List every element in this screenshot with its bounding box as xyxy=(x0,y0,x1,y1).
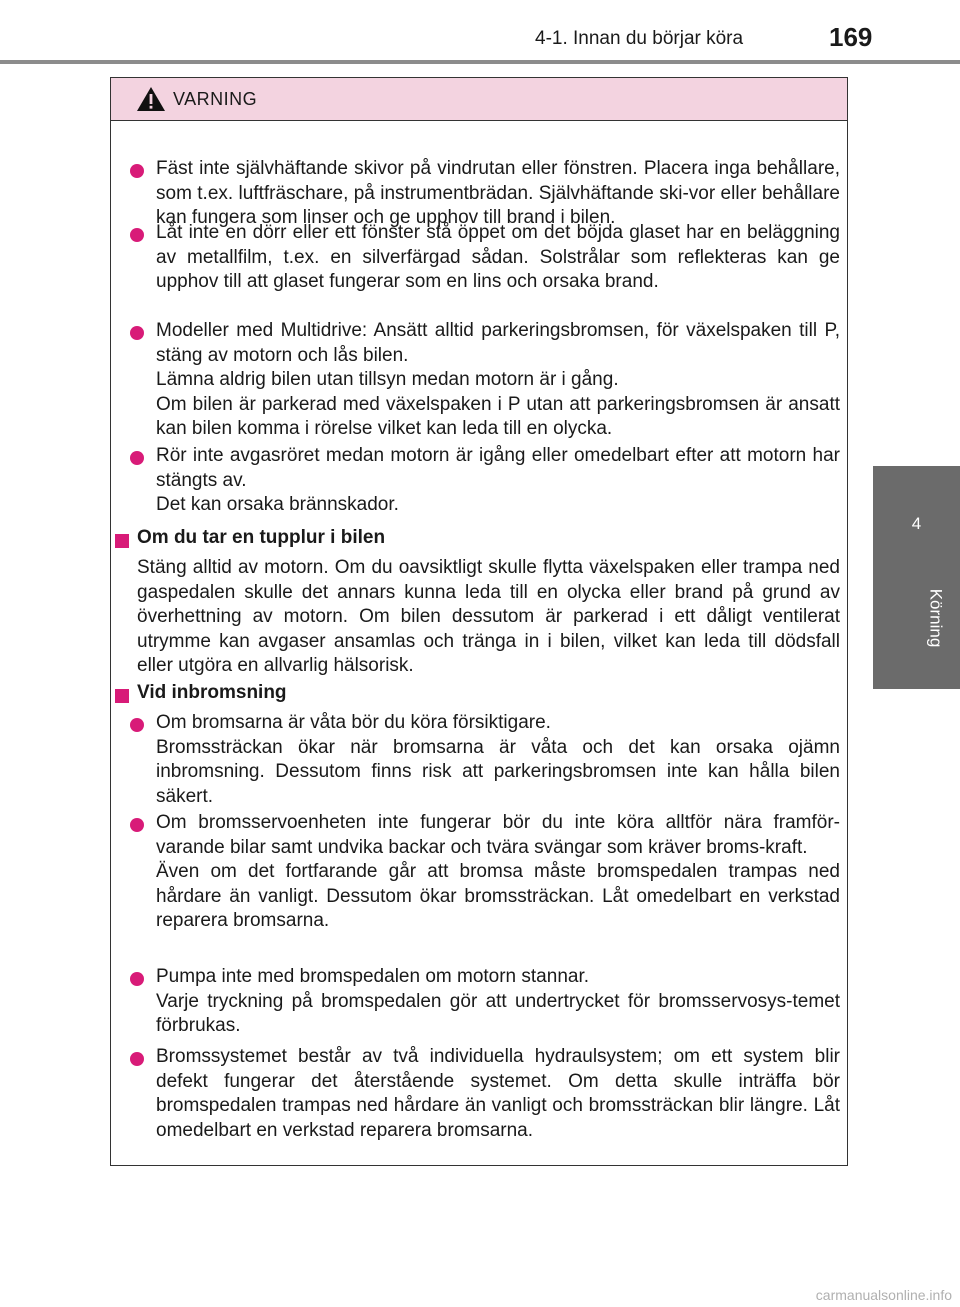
bullet-icon xyxy=(130,451,144,465)
page-number: 169 xyxy=(829,22,873,52)
bullet-text: Om bromsservoenheten inte fungerar bör du inte köra alltför nära framför-varande bilar samt undvika backar och tvära svängar som kräver broms-kraft. xyxy=(156,812,840,858)
bullet-icon xyxy=(130,1052,144,1066)
warning-bullet xyxy=(156,444,840,518)
warning-bullet xyxy=(156,319,840,442)
warning-title: VARNING xyxy=(173,89,258,109)
watermark: carmanualsonline.info xyxy=(815,1287,952,1303)
braking-bullet xyxy=(156,965,840,1039)
bullet-icon xyxy=(130,818,144,832)
warning-header xyxy=(111,78,847,121)
braking-bullet xyxy=(156,711,840,809)
bullet-text: Varje tryckning på bromspedalen gör att undertrycket för bromsservosys-temet förbrukas. xyxy=(156,990,840,1036)
braking-bullet xyxy=(156,1045,840,1143)
section-square-icon xyxy=(115,534,129,548)
bullet-text: Modeller med Multidrive: Ansätt alltid parkeringsbromsen, för växelspaken till P, stäng av motorn och lås bilen. xyxy=(156,320,840,366)
warning-box xyxy=(110,77,848,1166)
bullet-icon xyxy=(130,718,144,732)
chapter-label: Körning xyxy=(926,588,946,648)
warning-bullet xyxy=(156,221,840,295)
bullet-icon xyxy=(130,228,144,242)
bullet-text: Rör inte avgasröret medan motorn är igång eller omedelbart efter att motorn har stängts av. xyxy=(156,445,840,491)
bullet-icon xyxy=(130,164,144,178)
bullet-text: Pumpa inte med bromspedalen om motorn stannar. xyxy=(156,966,590,987)
bullet-text: Lämna aldrig bilen utan tillsyn medan motorn är i gång. xyxy=(156,369,619,390)
bullet-icon xyxy=(130,326,144,340)
chapter-number: 4 xyxy=(911,514,922,533)
bullet-text: Om bilen är parkerad med växelspaken i P utan att parkeringsbromsen är ansatt kan bilen komma i rörelse vilket kan leda till en olycka. xyxy=(156,393,840,439)
warning-bullet xyxy=(156,157,840,231)
bullet-text: Bromssträckan ökar när bromsarna är våta och det kan orsaka ojämn inbromsning. Dessutom finns risk att parkeringsbromsen inte kan hålla bilen säkert. xyxy=(156,736,840,807)
section-square-icon xyxy=(115,689,129,703)
bullet-text: Om bromsarna är våta bör du köra försiktigare. xyxy=(156,712,551,733)
nap-text: Stäng alltid av motorn. Om du oavsiktligt skulle flytta växelspaken eller trampa ned gaspedalen skulle det annars kunna leda till en olycka eller brand på grund av överhettning av motorn. Om bilen dessutom är parkerad i ett dåligt ventilerat utrymme kan avgaser ansamlas och tränga in i bilen, vilket kan leda till dödsfall eller utgöra en allvarlig hälsorisk. xyxy=(137,557,840,676)
section-heading: Om du tar en tupplur i bilen xyxy=(137,527,386,548)
bullet-text: Även om det fortfarande går att bromsa måste bromspedalen trampas ned hårdare än vanligt. Dessutom ökar bromssträckan. Låt omedelbart en verkstad reparera bromsarna. xyxy=(156,861,840,931)
bullet-text: Låt inte en dörr eller ett fönster stå öppet om det böjda glaset har en beläggning av metallfilm, t.ex. en silverfärgad sådan. Solstrålar som reflekteras kan ge upphov till att glaset fungerar som en lins och orsaka brand. xyxy=(156,222,840,292)
section-heading: Vid inbromsning xyxy=(137,682,287,703)
bullet-text: Bromssystemet består av två individuella hydraulsystem; om ett system blir defekt fungerar det återstående systemet. Om detta skulle inträffa bör bromspedalen trampas ned hårdare än vanligt och bromssträckan blir längre. Låt omedelbart en verkstad reparera bromsarna. xyxy=(156,1046,840,1141)
section-title: 4-1. Innan du börjar köra xyxy=(535,28,744,49)
bullet-icon xyxy=(130,972,144,986)
warning-triangle-icon xyxy=(136,86,166,112)
header-rule xyxy=(0,60,960,64)
bullet-text: Fäst inte självhäftande skivor på vindrutan eller fönstren. Placera inga behållare, som t.ex. luftfräschare, på instrumentbrädan. Självhäftande ski-vor eller behållare kan fungera som linser och ge upphov till brand i bilen. xyxy=(156,158,840,228)
braking-bullet xyxy=(156,811,840,934)
chapter-tab xyxy=(873,466,960,689)
section-text xyxy=(137,556,840,679)
bullet-text: Det kan orsaka brännskador. xyxy=(156,494,399,515)
